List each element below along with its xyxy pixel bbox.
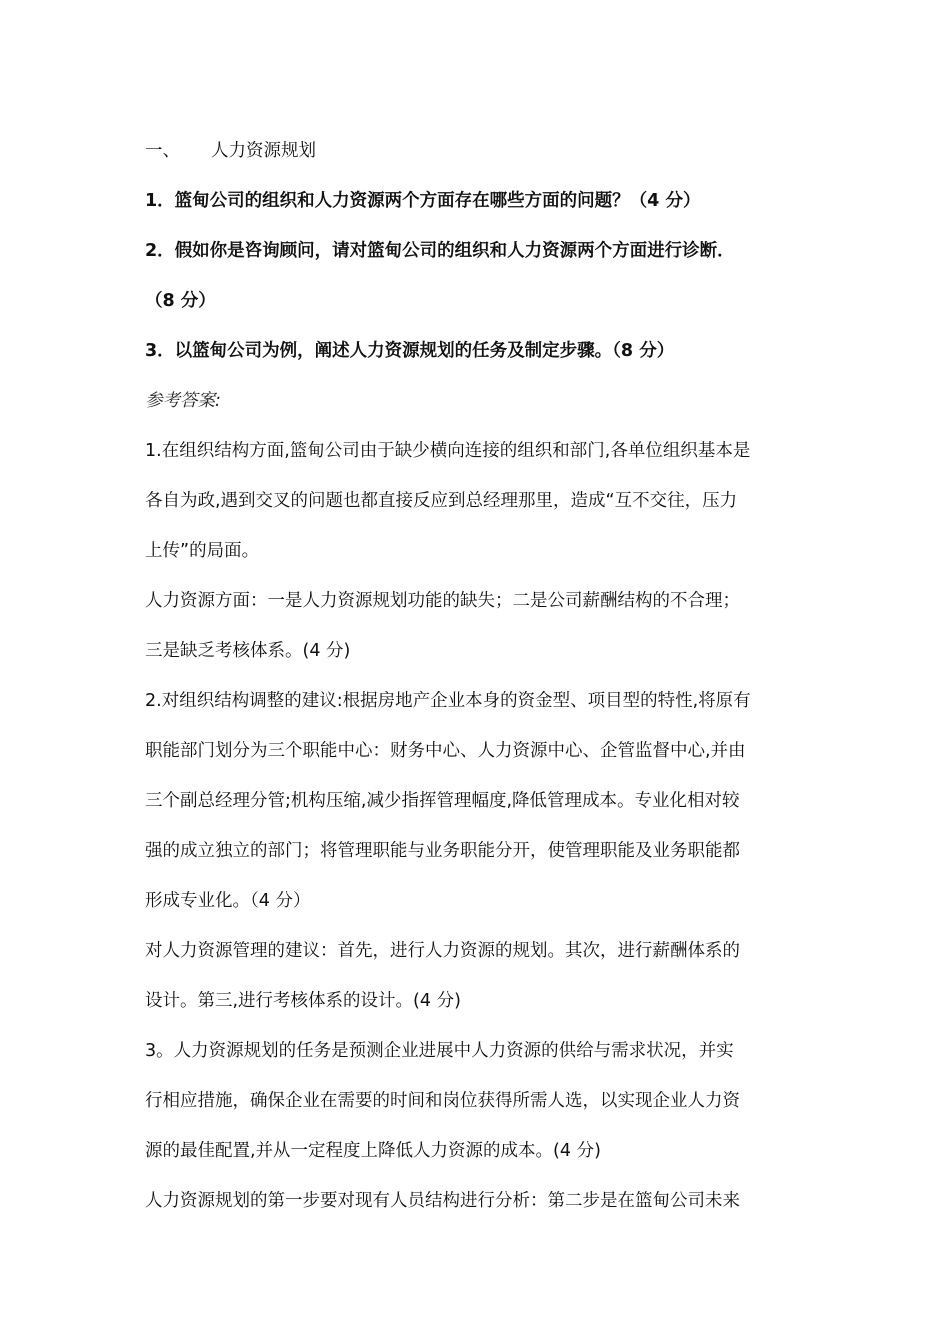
answer-line: 2.对组织结构调整的建议:根据房地产企业本身的资金型、项目型的特性,将原有: [145, 691, 751, 711]
answer-line: 人力资源规划的第一步要对现有人员结构进行分析：第二步是在篮甸公司未来: [145, 1191, 740, 1211]
answer-line: 三个副总经理分管;机构压缩,减少指挥管理幅度,降低管理成本。专业化相对较: [145, 791, 740, 811]
answer-line: 各自为政,遇到交叉的问题也都直接反应到总经理那里，造成“互不交往，压力: [145, 491, 738, 511]
answer-line: 形成专业化。（4 分）: [145, 891, 311, 911]
answer-line: 行相应措施，确保企业在需要的时间和岗位获得所需人选，以实现企业人力资: [145, 1091, 740, 1111]
answer-line: 设计。第三,进行考核体系的设计。(4 分): [145, 991, 461, 1011]
question-3: 3．以篮甸公司为例，阐述人力资源规划的任务及制定步骤。（8 分）: [145, 341, 675, 361]
answer-line: 源的最佳配置,并从一定程度上降低人力资源的成本。(4 分): [145, 1141, 601, 1161]
answer-line: 上传”的局面。: [145, 541, 260, 561]
answer-line: 对人力资源管理的建议：首先，进行人力资源的规划。其次，进行薪酬体系的: [145, 941, 740, 961]
question-2-continued: （8 分）: [145, 291, 216, 311]
answer-line: 1.在组织结构方面,篮甸公司由于缺少横向连接的组织和部门,各单位组织基本是: [145, 441, 751, 461]
answer-line: 职能部门划分为三个职能中心：财务中心、人力资源中心、企管监督中心,并由: [145, 741, 746, 761]
answer-line: 强的成立独立的部门；将管理职能与业务职能分开，使管理职能及业务职能都: [145, 841, 740, 861]
section-title: 人力资源规划: [211, 141, 316, 161]
section-number: 一、: [145, 141, 180, 161]
answer-line: 三是缺乏考核体系。(4 分): [145, 641, 351, 661]
question-1: 1．篮甸公司的组织和人力资源两个方面存在哪些方面的问题？（4 分）: [145, 191, 701, 211]
answer-line: 3。人力资源规划的任务是预测企业进展中人力资源的供给与需求状况，并实: [145, 1041, 734, 1061]
answer-line: 人力资源方面：一是人力资源规划功能的缺失；二是公司薪酬结构的不合理；: [145, 591, 740, 611]
answer-label: 参考答案:: [145, 391, 221, 411]
section-heading: [145, 139, 815, 163]
question-2: 2．假如你是咨询顾问，请对篮甸公司的组织和人力资源两个方面进行诊断．: [145, 241, 735, 261]
